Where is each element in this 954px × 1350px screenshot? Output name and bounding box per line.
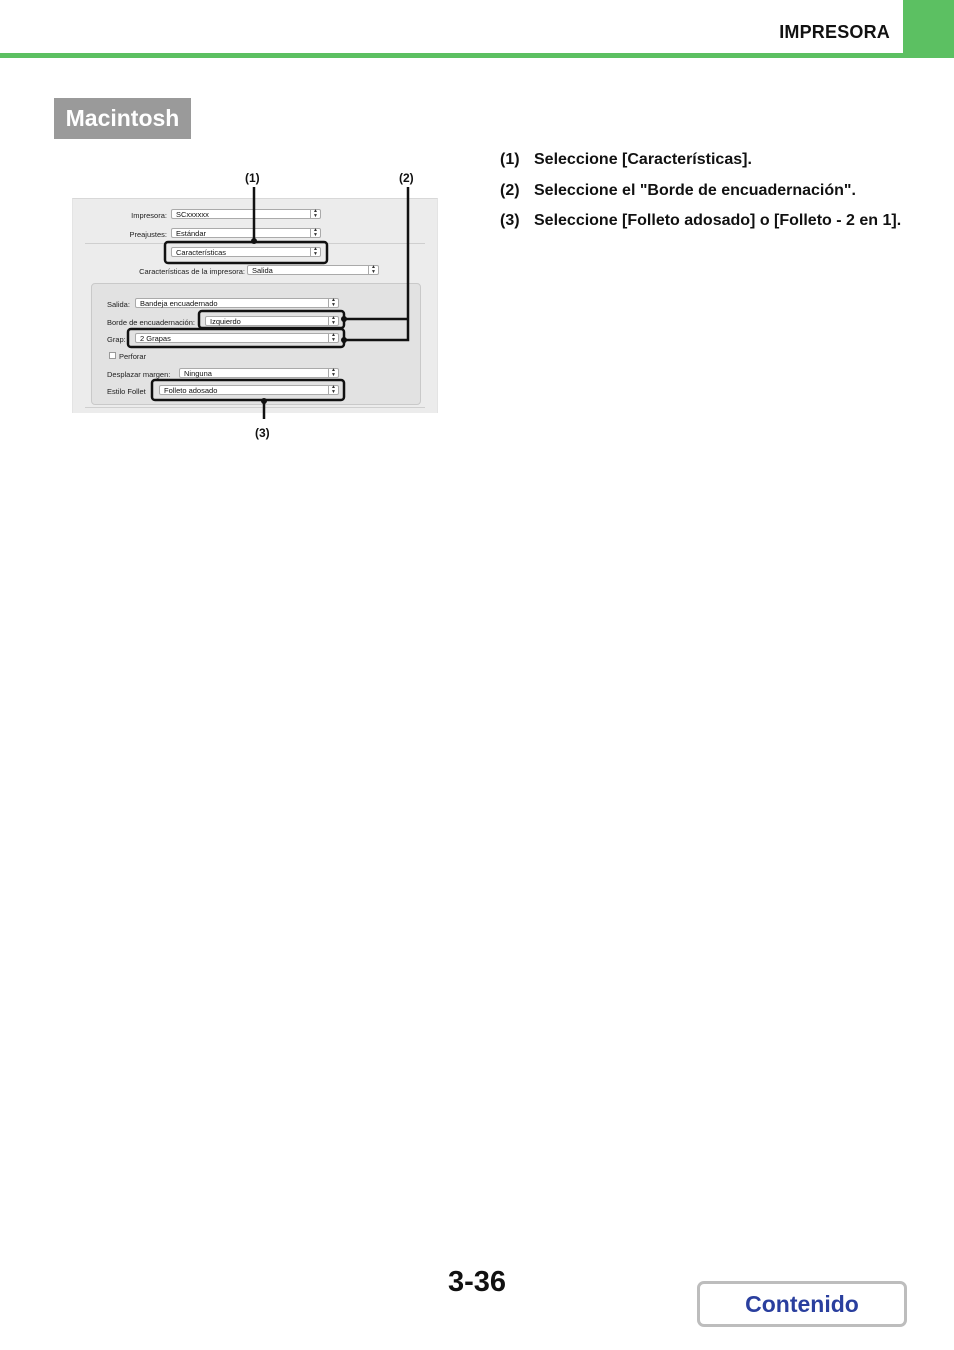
popup-arrows-icon: ▲ ▼: [328, 333, 338, 343]
popup-arrows-icon: ▲ ▼: [368, 265, 378, 275]
callout-2-label: (2): [399, 171, 414, 185]
callout-3-label: (3): [255, 426, 270, 440]
header-rule: [0, 53, 954, 58]
separator: [85, 407, 425, 408]
printer-label: Impresora:: [131, 211, 167, 220]
printer-value: SCxxxxxx: [176, 210, 209, 219]
booklet-label: Estilo Follet: [107, 387, 146, 396]
staple-popup[interactable]: [135, 333, 339, 343]
header-title: IMPRESORA: [779, 22, 890, 42]
staple-value: 2 Grapas: [140, 334, 171, 343]
output-value: Bandeja encuadernado: [140, 299, 218, 308]
binding-edge-popup[interactable]: [205, 316, 339, 326]
panel-popup[interactable]: [171, 247, 321, 257]
output-label: Salida:: [107, 300, 130, 309]
printer-features-label: Características de la impresora:: [139, 267, 245, 276]
popup-arrows-icon: ▲ ▼: [328, 368, 338, 378]
printer-features-popup[interactable]: [247, 265, 379, 275]
contents-button[interactable]: Contenido: [697, 1281, 907, 1327]
staple-label: Grap:: [107, 335, 126, 344]
presets-popup[interactable]: [171, 228, 321, 238]
binding-edge-value: Izquierdo: [210, 317, 241, 326]
printer-features-value: Salida: [252, 266, 273, 275]
booklet-popup[interactable]: [159, 385, 339, 395]
step-number: (2): [500, 182, 520, 199]
margin-shift-value: Ninguna: [184, 369, 212, 378]
printer-popup[interactable]: [171, 209, 321, 219]
output-popup[interactable]: [135, 298, 339, 308]
step-number: (3): [500, 212, 520, 229]
section-badge: Macintosh: [54, 98, 191, 139]
step-text: Seleccione el "Borde de encuadernación".: [534, 182, 856, 199]
print-dialog-screenshot: [72, 198, 438, 413]
popup-arrows-icon: ▲ ▼: [328, 298, 338, 308]
presets-label: Preajustes:: [129, 230, 167, 239]
popup-arrows-icon: ▲ ▼: [310, 209, 320, 219]
page-number: 3-36: [448, 1266, 507, 1298]
popup-arrows-icon: ▲ ▼: [310, 247, 320, 257]
header-tab: [903, 0, 954, 58]
margin-shift-label: Desplazar margen:: [107, 370, 171, 379]
separator: [85, 243, 425, 244]
callout-1-label: (1): [245, 171, 260, 185]
margin-shift-popup[interactable]: [179, 368, 339, 378]
punch-checkbox[interactable]: [109, 352, 116, 359]
binding-edge-label: Borde de encuadernación:: [107, 318, 195, 327]
booklet-value: Folleto adosado: [164, 386, 218, 395]
panel-value: Características: [176, 248, 227, 257]
popup-arrows-icon: ▲ ▼: [328, 385, 338, 395]
step-number: (1): [500, 151, 520, 168]
popup-arrows-icon: ▲ ▼: [328, 316, 338, 326]
step-text: Seleccione [Folleto adosado] o [Folleto - 2 en 1].: [534, 212, 902, 229]
punch-label: Perforar: [119, 352, 147, 361]
step-text: Seleccione [Características].: [534, 151, 752, 168]
presets-value: Estándar: [176, 229, 207, 238]
popup-arrows-icon: ▲ ▼: [310, 228, 320, 238]
